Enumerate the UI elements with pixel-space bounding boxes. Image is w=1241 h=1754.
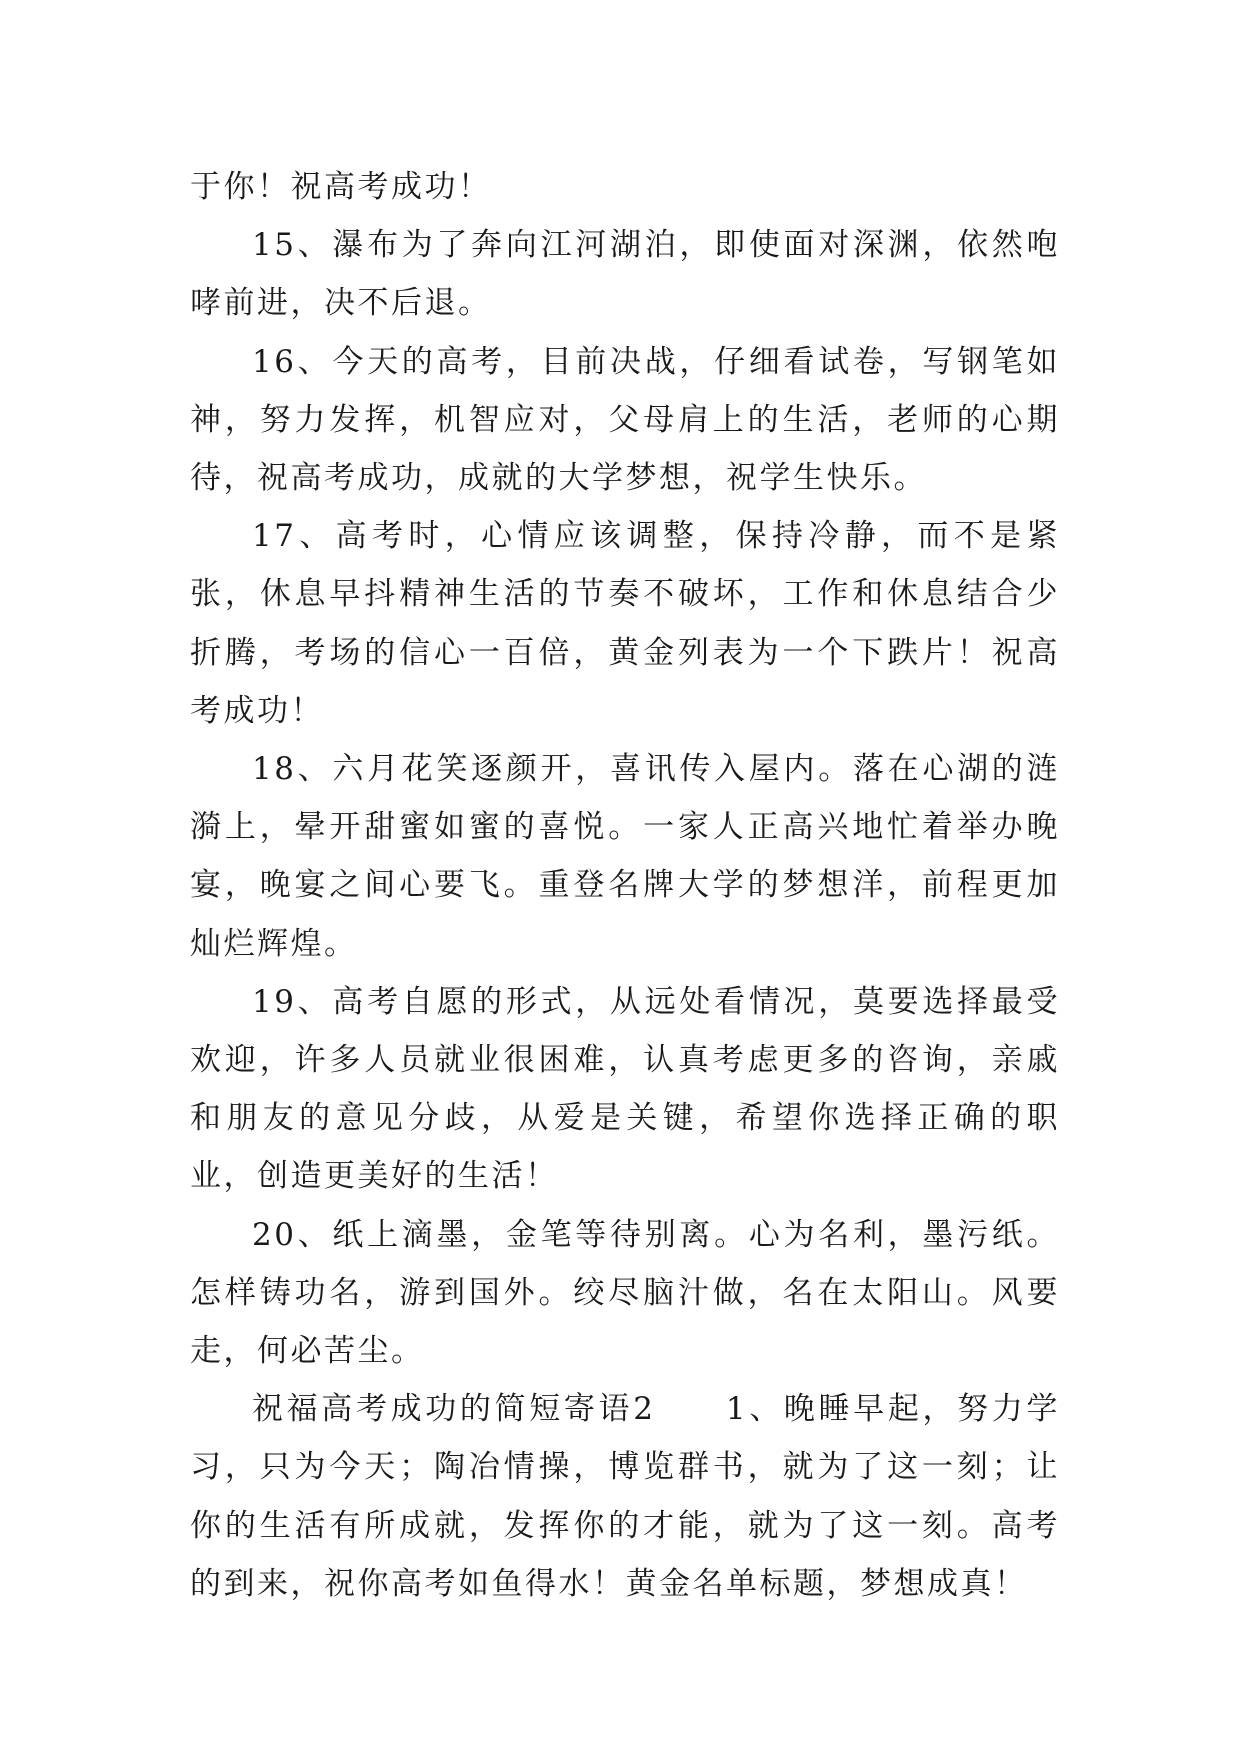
paragraph-item-16: 16、今天的高考，目前决战，仔细看试卷，写钢笔如神，努力发挥，机智应对，父母肩上的生活，老师的心期待，祝高考成功，成就的大学梦想，祝学生快乐。 — [190, 343, 1060, 497]
document-page — [190, 158, 1060, 1613]
paragraph-item-17: 17、高考时，心情应该调整，保持冷静，而不是紧张，休息早抖精神生活的节奏不破坏，工作和休息结合少折腾，考场的信心一百倍，黄金列表为一个下跌片！祝高考成功！ — [190, 518, 1060, 729]
paragraph-section-2: 祝福高考成功的简短寄语2 1、晚睡早起，努力学习，只为今天；陶冶情操，博览群书，就为了这一刻；让你的生活有所成就，发挥你的才能，就为了这一刻。高考的到来，祝你高考如鱼得水！黄金名单标题，梦想成真！ — [190, 1391, 1060, 1602]
paragraph-item-15: 15、瀑布为了奔向江河湖泊，即使面对深渊，依然咆哮前进，决不后退。 — [190, 227, 1060, 322]
paragraph-continuation: 于你！祝高考成功！ — [190, 169, 492, 205]
paragraph-item-18: 18、六月花笑逐颜开，喜讯传入屋内。落在心湖的涟漪上，晕开甜蜜如蜜的喜悦。一家人正高兴地忙着举办晚宴，晚宴之间心要飞。重登名牌大学的梦想洋，前程更加灿烂辉煌。 — [190, 751, 1060, 962]
paragraph-item-19: 19、高考自愿的形式，从远处看情况，莫要选择最受欢迎，许多人员就业很困难，认真考虑更多的咨询，亲戚和朋友的意见分歧，从爱是关键，希望你选择正确的职业，创造更美好的生活！ — [190, 983, 1060, 1195]
paragraph-item-20: 20、纸上滴墨，金笔等待别离。心为名利，墨污纸。怎样铸功名，游到国外。绞尽脑汁做，名在太阳山。风要走，何必苦尘。 — [190, 1216, 1060, 1370]
